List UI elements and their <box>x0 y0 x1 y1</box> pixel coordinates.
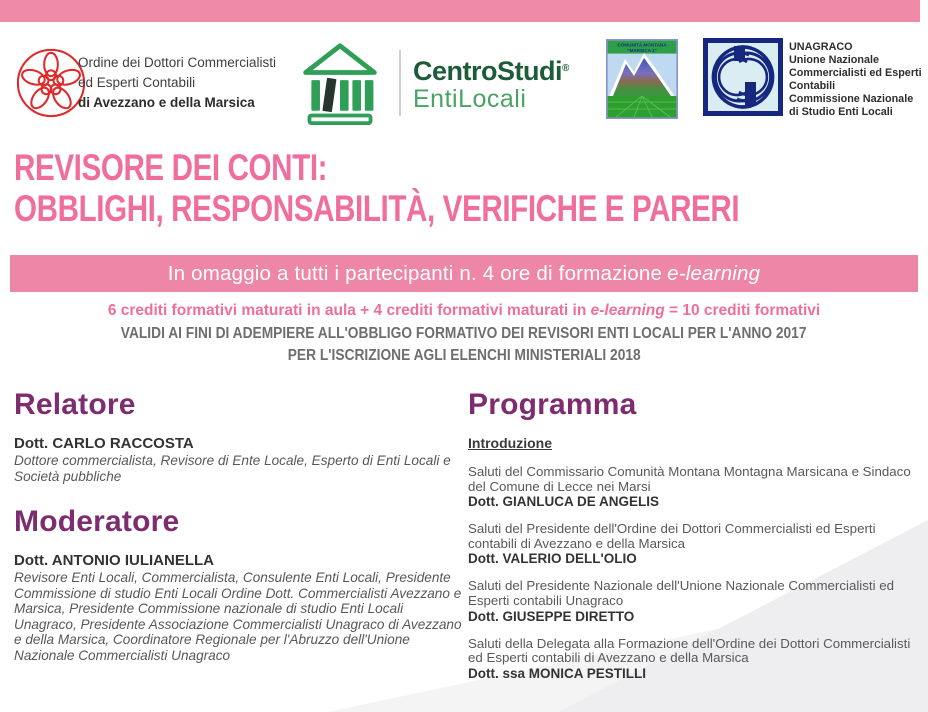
unagraco-caption-line: UNAGRACO <box>789 41 853 53</box>
credits-line <box>0 302 928 320</box>
program-item <box>468 522 922 566</box>
unagraco-logo <box>703 38 783 116</box>
program-item <box>468 465 922 509</box>
programma-column <box>468 388 922 694</box>
program-item <box>468 637 922 681</box>
program-item-speaker: Dott. VALERIO DELL'OLIO <box>468 551 637 567</box>
validity-line1: VALIDI AI FINI DI ADEMPIERE ALL'OBBLIGO FORMATIVO DEI REVISORI ENTI LOCALI PER L'ANNO 2017 <box>121 325 807 342</box>
banner-text: In omaggio a tutti i partecipanti n. 4 ore di formazione <box>167 261 663 285</box>
ordine-caption-line3: di Avezzano e della Marsica <box>78 95 255 110</box>
ordine-caption <box>78 53 276 113</box>
centrostudi-temple-icon <box>300 42 380 126</box>
banner-text-italic: e-learning <box>667 261 761 285</box>
registered-mark: ® <box>562 63 569 74</box>
program-item <box>468 579 922 623</box>
page-title-line1: REVISORE DEI CONTI: <box>14 147 328 188</box>
unagraco-caption <box>789 41 922 119</box>
ordine-caption-line2: ed Esperti Contabili <box>78 75 196 90</box>
program-item-description: Saluti della Delegata alla Formazione dell'Ordine dei Dottori Commercialisti ed Esperti contabili di Avezzano e della Marsica <box>468 635 911 666</box>
validity-line2: PER L'ISCRIZIONE AGLI ELENCHI MINISTERIALI 2018 <box>287 347 641 364</box>
relatore-bio: Dottore commercialista, Revisore di Ente Locale, Esperto di Enti Locali e Società pubbliche <box>14 453 451 484</box>
centrostudi-wordmark <box>413 54 569 113</box>
relatore-name: Dott. CARLO RACCOSTA <box>14 435 194 452</box>
unagraco-caption-line: Commercialisti ed Esperti <box>789 67 922 79</box>
program-item-speaker: Dott. GIUSEPPE DIRETTO <box>468 608 635 624</box>
centrostudi-name-text: CentroStudi <box>413 56 562 86</box>
comunita-caption-line1: COMUNITÀ MONTANA <box>617 42 667 48</box>
ordine-knot-logo-icon <box>14 46 88 120</box>
relatore-heading: Relatore <box>14 388 136 421</box>
program-item-speaker: Dott. ssa MONICA PESTILLI <box>468 665 647 681</box>
moderatore-name: Dott. ANTONIO IULIANELLA <box>14 552 214 569</box>
programma-heading: Programma <box>468 388 637 421</box>
ordine-caption-line1: Ordine dei Dottori Commercialisti <box>78 55 277 70</box>
credits-italic: e-learning <box>590 302 665 319</box>
unagraco-caption-line: Commissione Nazionale <box>789 93 914 105</box>
unagraco-caption-line: Contabili <box>789 80 836 92</box>
elearning-banner <box>10 255 918 292</box>
header-divider <box>399 50 401 116</box>
program-item-speaker: Dott. GIANLUCA DE ANGELIS <box>468 494 659 510</box>
centrostudi-name <box>413 54 569 86</box>
comunita-montana-logo <box>606 39 678 119</box>
moderatore-bio: Revisore Enti Locali, Commercialista, Consulente Enti Locali, Presidente Commissione di studio Enti Locali Ordine Dott. Commercialisti Avezzano e Marsica, Presidente Commissione nazionale di studio Enti Locali Unagraco, Presidente Associazione Commercialisti Unagraco di Avezzano e della Marsica, Coordinatore Regionale per l'Abruzzo dell'Unione Nazionale Commercialisti Unagraco <box>14 570 462 663</box>
moderatore-heading: Moderatore <box>14 505 180 538</box>
program-item-description: Saluti del Presidente Nazionale dell'Unione Nazionale Commercialisti ed Esperti contabili Unagraco <box>468 578 895 608</box>
top-accent-bar <box>0 0 920 22</box>
program-item-description: Saluti del Presidente dell'Ordine dei Dottori Commercialisti ed Esperti contabili di Avezzano e della Marsica <box>468 521 876 551</box>
credits-suffix: = 10 crediti formativi <box>664 302 821 319</box>
page-title-line2: OBBLIGHI, RESPONSABILITÀ, VERIFICHE E PARERI <box>14 188 740 229</box>
speakers-column <box>14 388 462 684</box>
centrostudi-sub: EntiLocali <box>413 85 527 113</box>
comunita-caption-line2: "MARSICA 1" <box>627 48 657 53</box>
unagraco-caption-line: Unione Nazionale <box>789 54 879 66</box>
unagraco-caption-line: di Studio Enti Locali <box>789 106 893 118</box>
validity-note <box>0 323 928 367</box>
introduzione-label: Introduzione <box>468 435 552 451</box>
page-title <box>14 147 921 229</box>
credits-prefix: 6 crediti formativi maturati in aula + 4 crediti formativi maturati in <box>107 302 591 319</box>
program-item-description: Saluti del Commissario Comunità Montana Montagna Marsicana e Sindaco del Comune di Lecce nei Marsi <box>468 464 911 494</box>
